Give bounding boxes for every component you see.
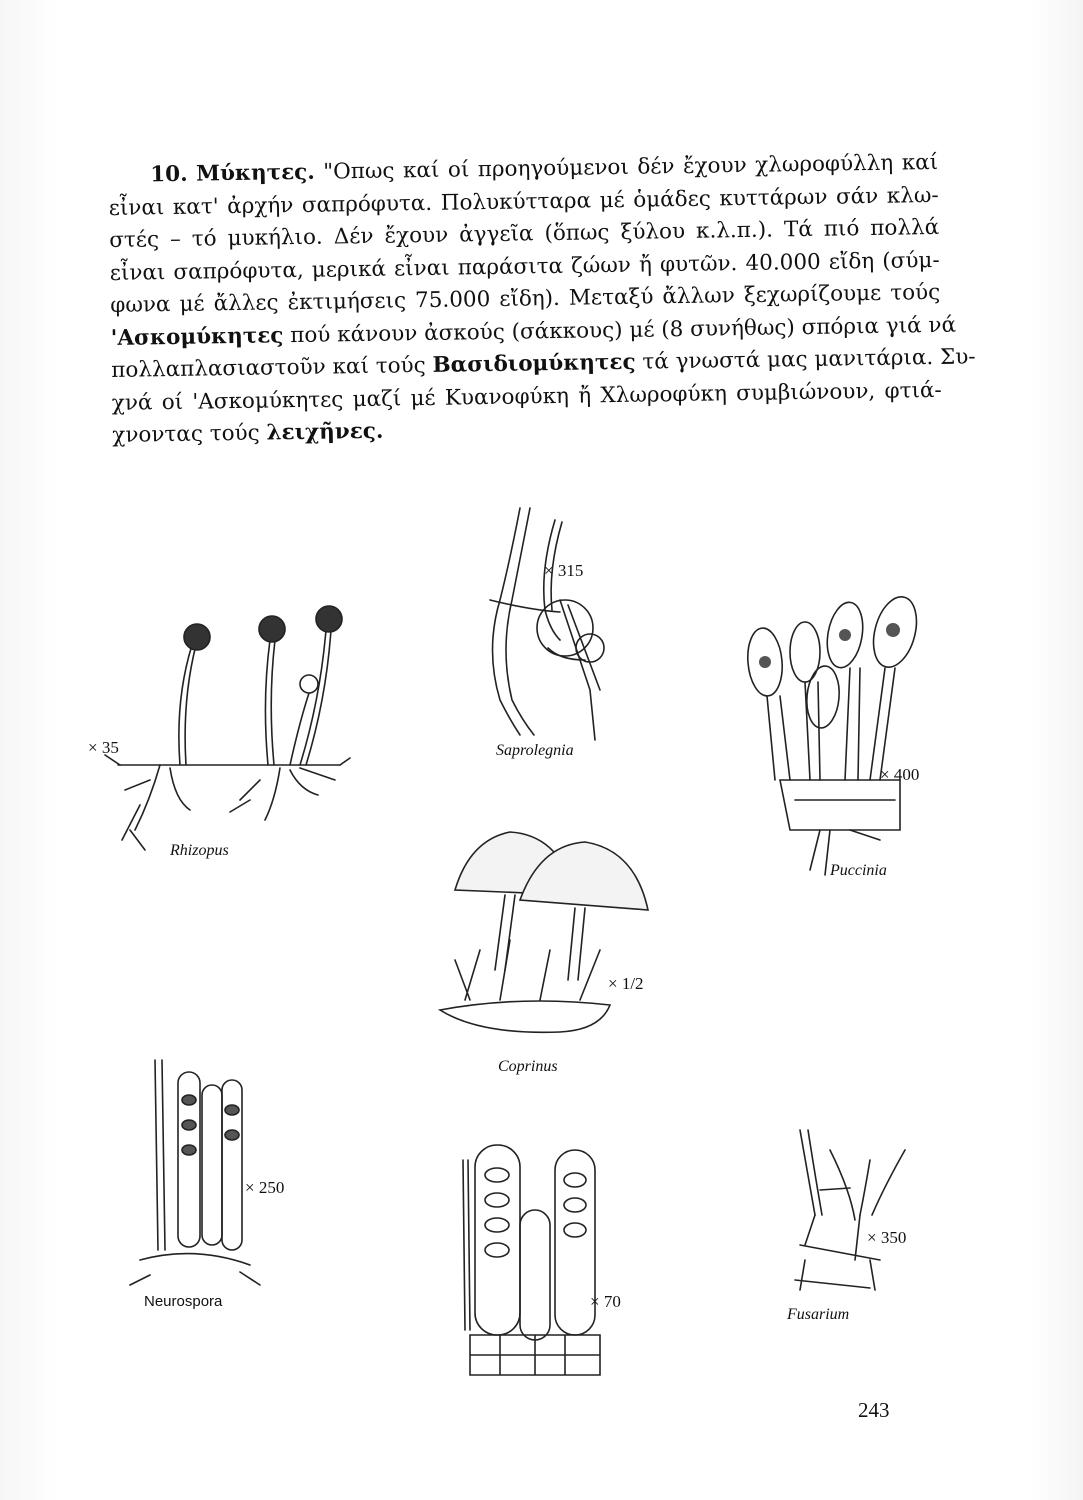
fusarium-label: Fusarium: [787, 1306, 850, 1323]
coprinus-magnification: × 1/2: [608, 974, 644, 993]
line-9-text: χνοντας τούς: [112, 420, 267, 448]
text-line-3: στές – τό μυκήλιο. Δέν ἔχουν ἀγγεῖα (ὅπως ξύλου κ.λ.π.). Τά πιό πολλά: [109, 214, 940, 253]
ascus-group-magnification: × 70: [590, 1292, 621, 1311]
puccinia-label: Puccinia: [830, 862, 887, 879]
saprolegnia-label: Saprolegnia: [496, 742, 574, 759]
fusarium-illustration: [795, 1130, 905, 1290]
text-line-5: φωνα μέ ἄλλες ἐκτιμήσεις 75.000 εἴδη). Μεταξύ ἄλλων ξεχωρίζουμε τούς: [110, 279, 941, 318]
saprolegnia-illustration: [490, 508, 604, 740]
puccinia-magnification: × 400: [880, 765, 920, 784]
coprinus-label: Coprinus: [498, 1058, 558, 1075]
term-ascomycetes: 'Ασκομύκητες: [110, 322, 284, 351]
fusarium-magnification: × 350: [867, 1228, 907, 1247]
term-basidiomycetes: Βασιδιομύκητες: [432, 349, 636, 378]
term-lichens: λειχῆνες.: [266, 418, 384, 446]
rhizopus-illustration: [105, 606, 350, 850]
saprolegnia-magnification: × 315: [544, 561, 584, 580]
coprinus-illustration: [440, 832, 648, 1032]
rhizopus-magnification: × 35: [88, 738, 119, 757]
neurospora-magnification: × 250: [245, 1178, 285, 1197]
line-6-text: πού κάνουν ἀσκούς (σάκκους) μέ (8 συνήθως) σπόρια γιά νά: [283, 312, 957, 348]
line-7-text: πολλαπλασιαστοῦν καί τούς: [111, 352, 433, 383]
text-line-4: εἶναι σαπρόφυτα, μερικά εἶναι παράσιτα ζώων ἤ φυτῶν. 40.000 εἴδη (σύμ-: [109, 247, 940, 286]
line-7-tail: τά γνωστά μας μανιτάρια. Συ-: [635, 344, 976, 375]
text-line-2: εἶναι κατ' ἀρχήν σαπρόφυτα. Πολυκύτταρα μέ ὁμάδες κυττάρων σάν κλω-: [108, 182, 939, 221]
text-line-8: χνά οί 'Ασκομύκητες μαζί μέ Κυανοφύκη ἤ Χλωροφύκη συμβιώνουν, φτιά-: [111, 377, 942, 416]
puccinia-illustration: [745, 592, 924, 875]
neurospora-illustration: [130, 1060, 260, 1285]
rhizopus-label: Rhizopus: [170, 842, 229, 859]
section-title: Μύκητες.: [195, 159, 315, 187]
line-1-text: "Οπως καί οί προηγούμενοι δέν ἔχουν χλωροφύλλη καί: [323, 149, 939, 185]
neurospora-label: Neurospora: [144, 1293, 223, 1310]
page-number: 243: [858, 1398, 890, 1422]
ascus-group-illustration: [463, 1145, 600, 1375]
section-number: 10.: [150, 161, 188, 188]
